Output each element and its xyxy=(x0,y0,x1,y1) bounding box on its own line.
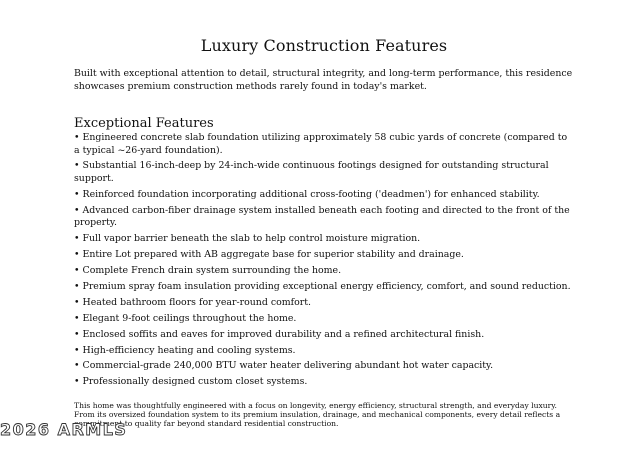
section-heading: Exceptional Features xyxy=(74,116,214,131)
feature-text: Substantial 16-inch-deep by 24-inch-wide continuous footings designed for outstanding structural support. xyxy=(74,160,549,185)
feature-item xyxy=(74,345,574,358)
bullet-icon: • xyxy=(74,312,80,324)
feature-item xyxy=(74,329,574,342)
feature-item xyxy=(74,189,574,202)
feature-text: Entire Lot prepared with AB aggregate base for superior stability and drainage. xyxy=(82,249,464,261)
feature-text: Professionally designed custom closet systems. xyxy=(82,376,308,388)
feature-text: Commercial-grade 240,000 BTU water heater delivering abundant hot water capacity. xyxy=(82,360,494,372)
bullet-icon: • xyxy=(74,160,80,172)
intro-paragraph: Built with exceptional attention to detail, structural integrity, and long-term performance, this residence showcases premium construction methods rarely found in today's market. xyxy=(74,68,573,93)
feature-text: Premium spray foam insulation providing exceptional energy efficiency, comfort, and sound reduction. xyxy=(82,281,571,293)
bullet-icon: • xyxy=(74,265,80,277)
feature-text: High-efficiency heating and cooling systems. xyxy=(82,344,296,356)
feature-text: Engineered concrete slab foundation utilizing approximately 58 cubic yards of concrete (compared to a typical ~26-yard foundation). xyxy=(74,132,568,156)
feature-text: Heated bathroom floors for year-round comfort. xyxy=(82,296,311,308)
closing-paragraph: This home was thoughtfully engineered with a focus on longevity, energy efficiency, structural strength, and everyday luxury. From its oversized foundation system to its premium insulation, drainage, and mechanical components, every detail reflects a commitment to quality far beyond standard residential construction. xyxy=(74,401,561,428)
feature-item xyxy=(74,160,574,185)
watermark: 2026 ARMLS xyxy=(0,420,128,439)
bullet-icon: • xyxy=(74,204,80,216)
feature-text: Elegant 9-foot ceilings throughout the home. xyxy=(82,312,297,324)
feature-item xyxy=(74,360,574,373)
bullet-icon: • xyxy=(74,296,80,308)
feature-item xyxy=(74,297,574,310)
bullet-icon: • xyxy=(74,281,80,293)
bullet-icon: • xyxy=(74,132,80,143)
bullet-icon: • xyxy=(74,360,80,372)
feature-text: Complete French drain system surrounding the home. xyxy=(82,265,342,277)
bullet-icon: • xyxy=(74,344,80,356)
feature-text: Reinforced foundation incorporating additional cross-footing ('deadmen') for enhanced stability. xyxy=(82,188,540,200)
bullet-icon: • xyxy=(74,249,80,261)
bullet-icon: • xyxy=(74,188,80,200)
bullet-icon: • xyxy=(74,376,80,388)
feature-item xyxy=(74,376,574,389)
feature-item xyxy=(74,249,574,262)
feature-item xyxy=(74,233,574,246)
feature-text: Advanced carbon-fiber drainage system installed beneath each footing and directed to the front of the property. xyxy=(74,204,570,229)
feature-item xyxy=(74,313,574,326)
bullet-icon: • xyxy=(74,328,80,340)
feature-item xyxy=(74,265,574,278)
feature-text: Enclosed soffits and eaves for improved durability and a refined architectural finish. xyxy=(82,328,485,340)
feature-item xyxy=(74,132,574,157)
features-list xyxy=(74,132,574,392)
bullet-icon: • xyxy=(74,233,80,245)
feature-text: Full vapor barrier beneath the slab to help control moisture migration. xyxy=(82,233,421,245)
feature-item xyxy=(74,205,574,230)
document-title: Luxury Construction Features xyxy=(200,36,448,55)
feature-item xyxy=(74,281,574,294)
